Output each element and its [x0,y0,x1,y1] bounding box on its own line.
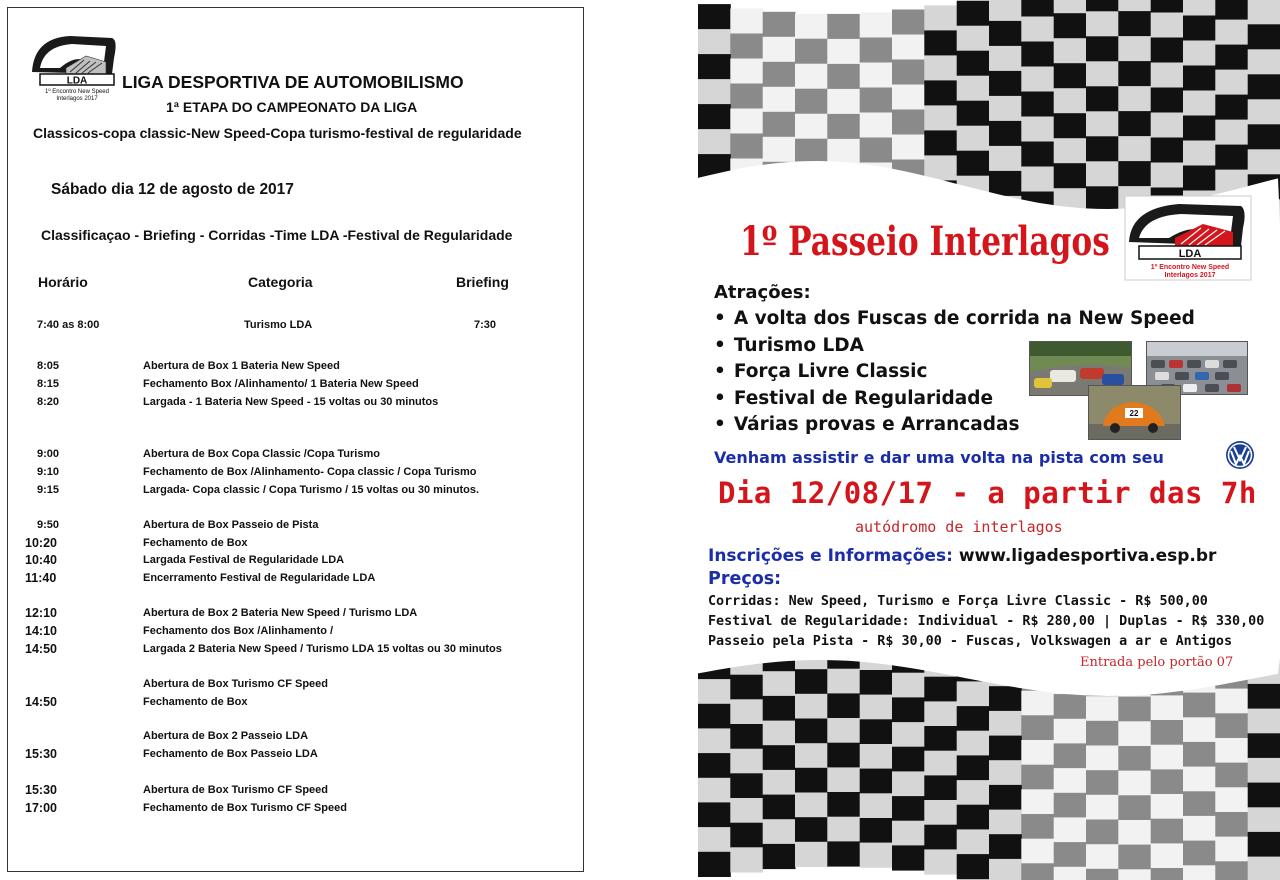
venue-text: autódromo de interlagos [855,518,1063,536]
registration-info [708,546,1216,566]
event-date-banner: Dia 12/08/17 - a partir das 7h [718,476,1257,510]
price-line: Festival de Regularidade: Individual - R$ 280,00 | Duplas - R$ 330,00 [708,614,1265,629]
column-header-briefing: Briefing [456,274,509,290]
logo-caption-2: Interlagos 2017 [56,96,98,102]
schedule-time: 15:30 [25,783,57,797]
race-photo-beetle [1088,385,1181,440]
schedule-time: 14:10 [25,624,57,638]
events-line: Classificaçao - Briefing - Corridas -Time LDA -Festival de Regularidade [41,227,513,243]
price-line: Corridas: New Speed, Turismo e Força Livre Classic - R$ 500,00 [708,594,1208,609]
league-title: LIGA DESPORTIVA DE AUTOMOBILISMO [122,72,464,92]
schedule-description: Abertura de Box Copa Classic /Copa Turismo [143,448,380,460]
schedule-sheet [7,7,584,872]
schedule-description: Fechamento Box /Alinhamento/ 1 Bateria New Speed [143,378,419,390]
schedule-description: Fechamento de Box /Alinhamento- Copa classic / Copa Turismo [143,466,477,478]
schedule-time: 8:20 [37,396,60,408]
schedule-description: Largada 2 Bateria New Speed / Turismo LDA 15 voltas ou 30 minutos [143,643,502,655]
schedule-time: 9:50 [37,519,60,531]
logo-text: LDA [66,75,88,87]
schedule-time: 9:15 [37,484,60,496]
schedule-time: 14:50 [25,642,57,656]
gate-info: Entrada pelo portão 07 [1080,655,1234,670]
registration-link[interactable]: www.ligadesportiva.esp.br [958,546,1217,566]
volkswagen-logo-icon [1225,440,1255,470]
schedule-description: Largada Festival de Regularidade LDA [143,554,345,566]
schedule-time: 9:00 [37,448,60,460]
poster-logo-text: LDA [1178,248,1202,260]
poster-logo-caption-2: Interlagos 2017 [1164,272,1216,279]
schedule-time: 8:05 [37,360,60,372]
invite-text: Venham assistir e dar uma volta na pista com seu [714,448,1164,467]
poster-title: 1º Passeio Interlagos [740,218,1110,265]
schedule-description: Largada- Copa classic / Copa Turismo / 15 voltas ou 30 minutos. [143,484,479,496]
column-header-category: Categoria [248,274,313,290]
schedule-time: 9:10 [37,466,60,478]
attraction-item: • Turismo LDA [714,333,1195,360]
schedule-description: Abertura de Box 2 Bateria New Speed / Turismo LDA [143,607,418,619]
attraction-item: • Várias provas e Arrancadas [714,412,1195,439]
schedule-time: 15:30 [25,747,57,761]
schedule-description: Abertura de Box Passeio de Pista [143,519,319,531]
schedule-time: 17:00 [25,801,57,815]
attraction-item: • Festival de Regularidade [714,386,1195,413]
first-row-category: Turismo LDA [244,319,313,331]
price-line: Passeio pela Pista - R$ 30,00 - Fuscas, Volkswagen a ar e Antigos [708,634,1233,649]
schedule-time: 14:50 [25,695,57,709]
attractions-heading: Atrações: [714,282,811,303]
schedule-description: Abertura de Box 1 Bateria New Speed [143,360,340,372]
svg-text:22: 22 [1129,409,1139,418]
registration-label: Inscrições e Informações: [708,546,953,566]
column-header-time: Horário [38,274,88,290]
logo-caption-1: 1º Encontro New Speed [45,89,109,95]
event-date: Sábado dia 12 de agosto de 2017 [51,181,294,198]
first-row-time: 7:40 as 8:00 [37,319,100,331]
schedule-description: Encerramento Festival de Regularidade LDA [143,572,376,584]
stage-subtitle: 1ª ETAPA DO CAMPEONATO DA LIGA [166,99,418,115]
checkered-flag-bottom [698,658,1280,880]
lda-logo-poster [1121,192,1255,284]
schedule-description: Abertura de Box Turismo CF Speed [143,678,328,690]
schedule-time: 8:15 [37,378,60,390]
schedule-time: 11:40 [25,571,57,585]
first-row-briefing: 7:30 [474,319,497,331]
attraction-item: • A volta dos Fuscas de corrida na New Speed [714,306,1195,333]
prices-heading: Preços: [708,569,782,589]
schedule-time: 12:10 [25,606,57,620]
schedule-description: Abertura de Box Turismo CF Speed [143,784,328,796]
schedule-description: Fechamento de Box [143,696,248,708]
schedule-time: 10:20 [25,536,57,550]
schedule-description: Largada - 1 Bateria New Speed - 15 voltas ou 30 minutos [143,396,439,408]
attraction-item: • Força Livre Classic [714,359,1195,386]
schedule-description: Fechamento de Box Turismo CF Speed [143,802,347,814]
schedule-time: 10:40 [25,553,57,567]
schedule-description: Fechamento dos Box /Alinhamento / [143,625,334,637]
schedule-description: Fechamento de Box Passeio LDA [143,748,318,760]
schedule-description: Abertura de Box 2 Passeio LDA [143,730,309,742]
schedule-description: Fechamento de Box [143,537,248,549]
poster-logo-caption-1: 1º Encontro New Speed [1150,264,1230,271]
lda-logo [26,28,120,106]
categories-line: Classicos-copa classic-New Speed-Copa turismo-festival de regularidade [33,125,522,141]
event-poster [698,0,1280,880]
